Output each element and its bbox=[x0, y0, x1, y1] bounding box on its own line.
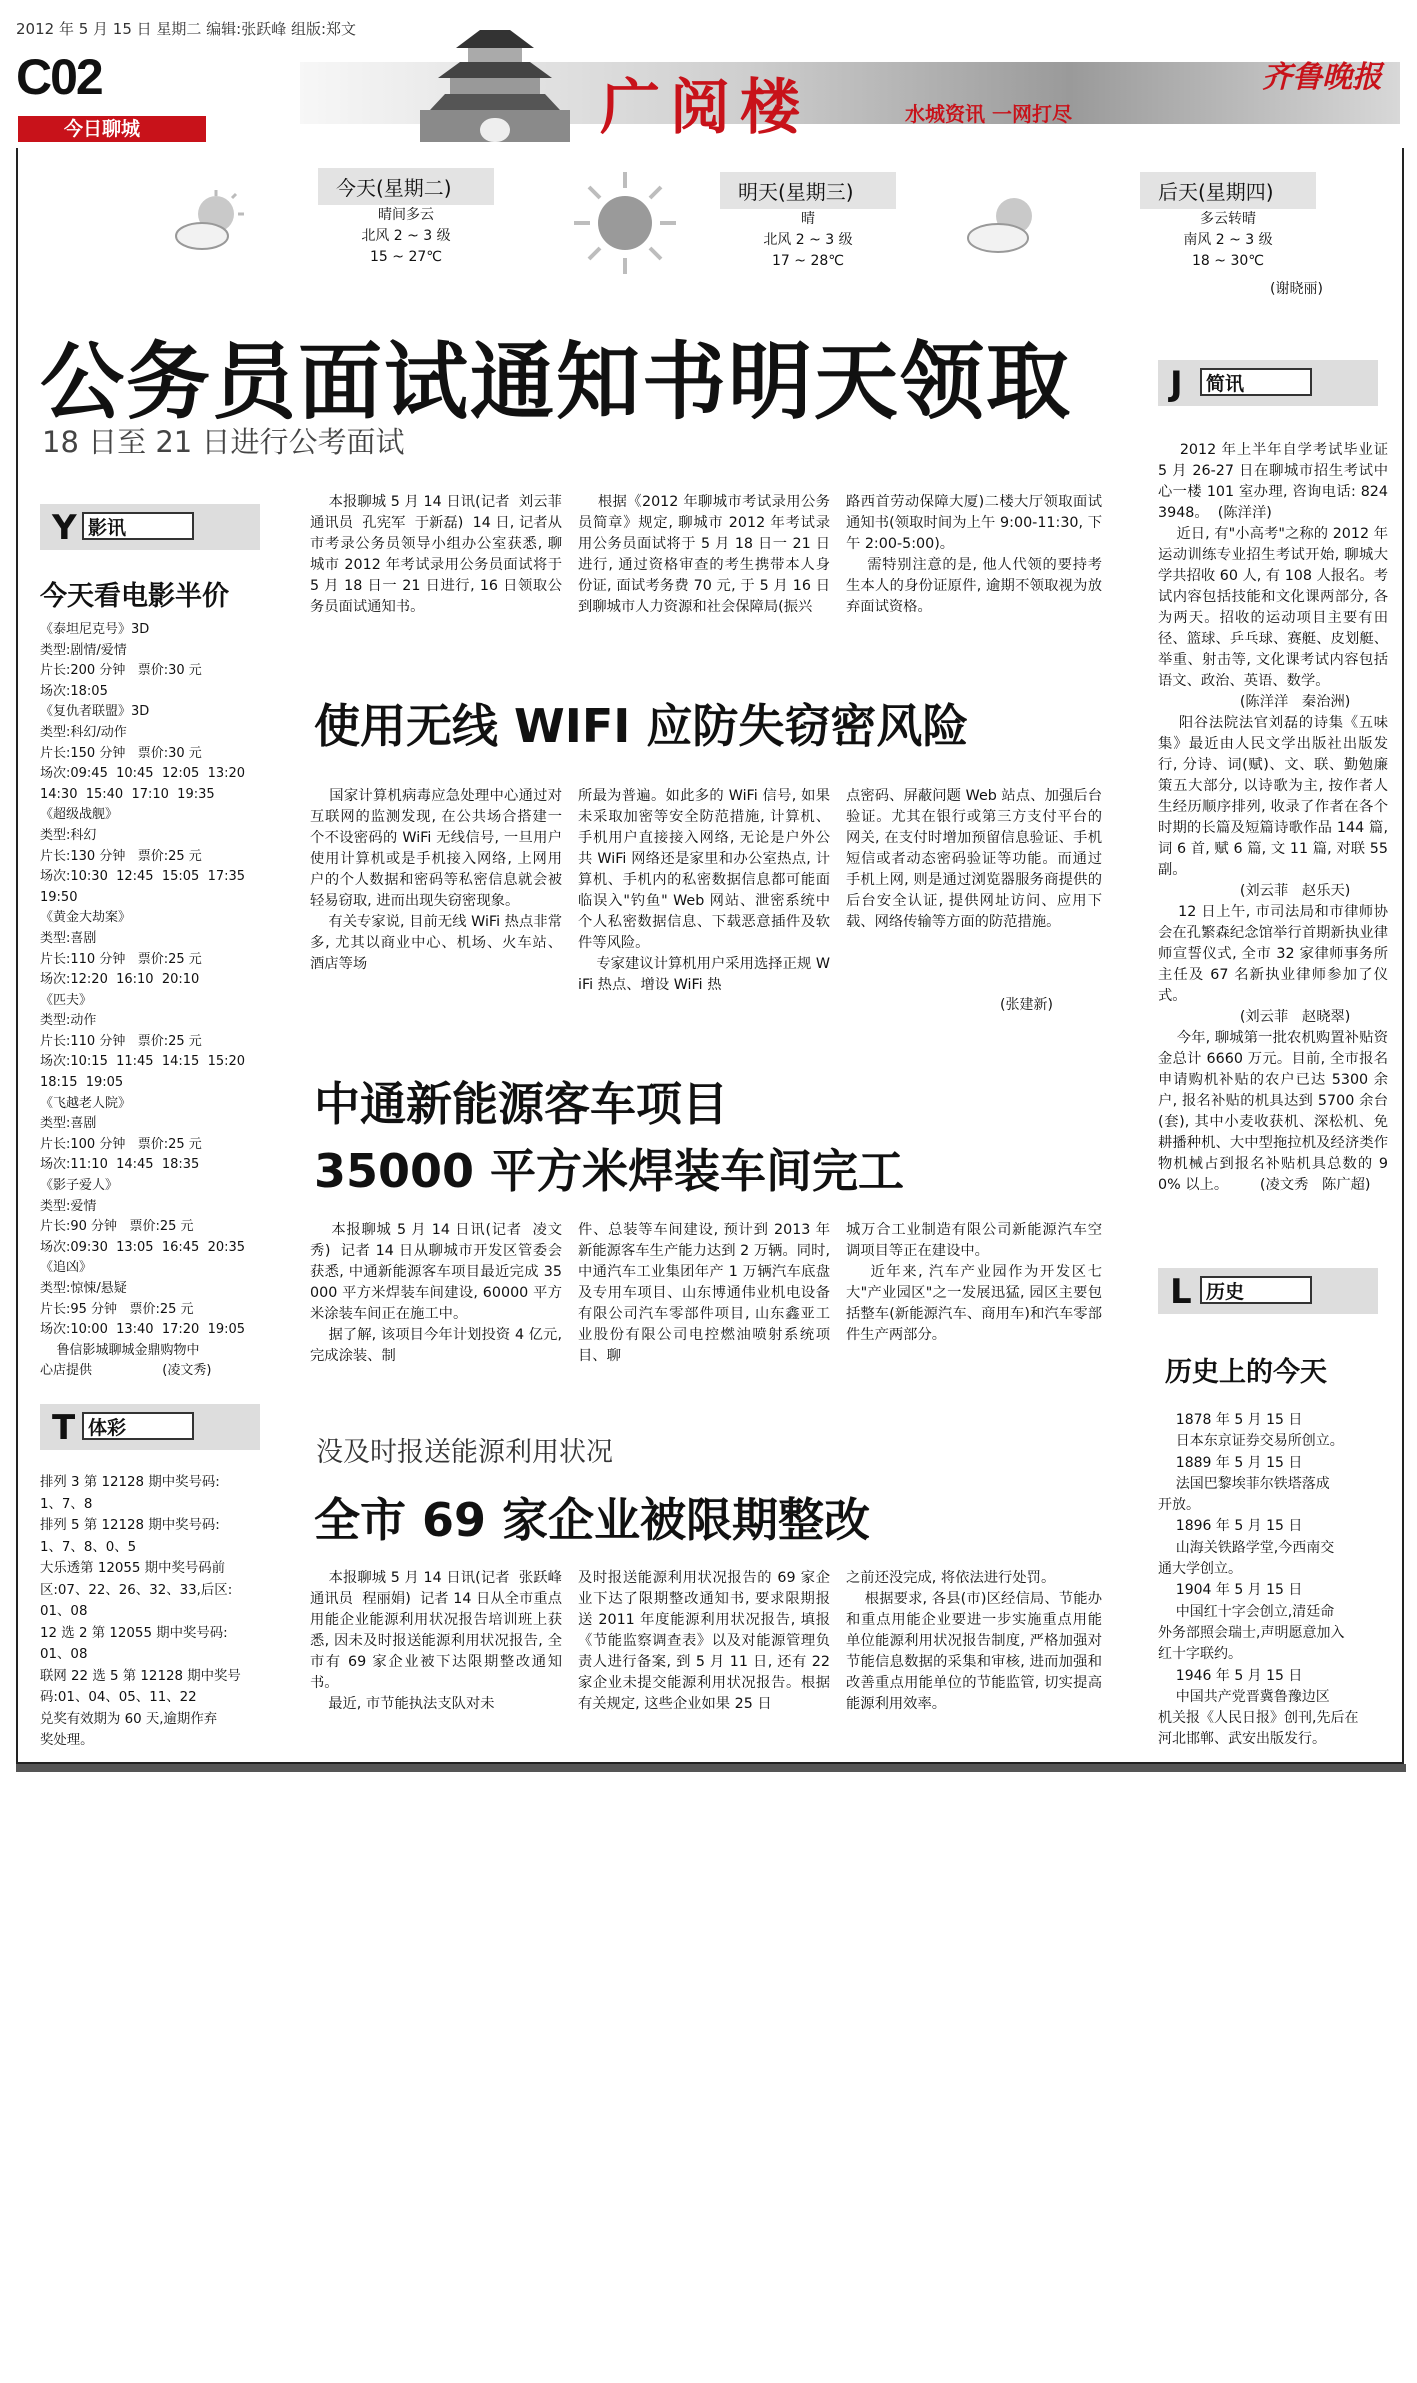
energy-kicker: 没及时报送能源利用状况 bbox=[316, 1437, 613, 1468]
bus-headline-line-1: 中通新能源客车项目 bbox=[314, 1077, 728, 1131]
lead-subhead: 18 日至 21 日进行公考面试 bbox=[42, 425, 405, 459]
history-tag-letter: L bbox=[1170, 1272, 1192, 1312]
bus-col-2: 件、总装等车间建设, 预计到 2013 年新能源客车生产能力达到 2 万辆。同时, 中通汽车工业集团年产 1 万辆汽车底盘及专用车项目、山东博通伟业机电设备有限公司汽车零部件项目, 山东鑫亚工业股份有限公司电控燃油喷射系统项目、聊 bbox=[578, 1222, 835, 1364]
wifi-col-3: 点密码、屏蔽问题 Web 站点、加强后台验证。尤其在银行或第三方支付平台的网关, 在支付时增加预留信息验证、手机短信或者动态密码验证等功能。而通过手机上网, 则是通过浏览器服务商提供的后台安全认证, 提供网址访问、应用下载、网络传输等方面的防范措施。 bbox=[846, 788, 1102, 930]
sun-icon bbox=[570, 168, 680, 278]
energy-col-3: 之前还没完成, 将依法进行处罚。 根据要求, 各县(市)区经信局、节能办和重点用能企业要进一步实施重点用能单位能源利用状况报告制度, 严格加强对节能信息数据的采集和审核, 进而加强和改善重点用能单位的节能监管, 切实提高能源利用效率。 bbox=[846, 1570, 1102, 1712]
bus-col-1: 本报聊城 5 月 14 日讯(记者 凌文秀) 记者 14 日从聊城市开发区管委会获悉, 中通新能源客车项目最近完成 35000 平方米焊装车间建设, 60000 平方米涂装车间正在施工中。 据了解, 该项目今年计划投资 4 亿元, 完成涂装、制 bbox=[310, 1222, 562, 1364]
lead-col-1: 本报聊城 5 月 14 日讯(记者 刘云菲 通讯员 孔宪军 于新磊) 14 日, 记者从市考录公务员领导小组办公室获悉, 聊城市 2012 年考试录用公务员面试将于 5 月 18 日一 21 日进行, 16 日领取公务员面试通知书。 bbox=[310, 494, 572, 615]
film-section-tag bbox=[40, 504, 260, 550]
history-tag-label: 历史 bbox=[1200, 1276, 1312, 1304]
weather-wind: 南风 2 ~ 3 级 bbox=[1183, 232, 1273, 248]
film-tag-label: 影讯 bbox=[82, 512, 194, 540]
partly-cloudy-icon bbox=[960, 190, 1050, 260]
weather-day-after bbox=[1140, 172, 1316, 272]
wifi-col-1: 国家计算机病毒应急处理中心通过对互联网的监测发现, 在公共场合搭建一个不设密码的 WiFi 无线信号, 一旦用户使用计算机或是手机接入网络, 上网用户的个人数据和密码等私密信息就会被轻易窃取, 进而出现失窃密现象。 有关专家说, 目前无线 WiFi 热点非常多, 尤其以商业中心、机场、火车站、酒店等场 bbox=[310, 788, 562, 972]
drum-tower-icon bbox=[410, 18, 580, 142]
brief-tag-letter: J bbox=[1170, 364, 1183, 404]
film-title: 今天看电影半价 bbox=[40, 581, 229, 612]
lottery-tag-letter: T bbox=[52, 1408, 76, 1448]
lottery-tag-label: 体彩 bbox=[82, 1412, 194, 1440]
weather-wind: 北风 2 ~ 3 级 bbox=[361, 228, 451, 244]
weather-credit: (谢晓丽) bbox=[1270, 281, 1323, 297]
brief-text: 2012 年上半年自学考试毕业证 5 月 26-27 日在聊城市招生考试中心一楼 101 室办理, 咨询电话: 8243948。 (陈洋洋) 近日, 有"小高考"之称的 2012 年运动训练专业招生考试开始, 聊城大学共招收 60 人, 有 108 人报名。考试内容包括技能和文化课两部分, 各为两天。招收的运动项目主要有田径、篮球、乒乓球、赛艇、皮划艇、举重、射击等, 文化课考试内容包括语文、政治、英语、数学。 (陈洋洋 秦治洲) 阳谷法院法官刘磊的诗集《五味集》最近由人民文学出版社出版发行, 分诗、词(赋)、文、联、勤勉廉策五大部分, 以诗歌为主, 按作者人生经历顺序排列, 收录了作者在各个时期的长篇及短篇诗歌作品 144 篇, 词 6 首, 赋 6 篇, 文 11 篇, 对联 55 副。 (刘云菲 赵乐天) 12 日上午, 市司法局和市律师协会在孔繁森纪念馆举行首期新执业律师宣誓仪式, 全市 32 家律师事务所主任及 67 名新执业律师参加了仪式。 (刘云菲 赵晓翠) 今年, 聊城第一批农机购置补贴资金总计 6660 万元。目前, 全市报名申请购机补贴的农户已达 5300 余户, 报名补贴的机具达到 5700 余台(套), 其中小麦收获机、深松机、免耕播种机、大中型拖拉机及经济类作物机械占到报名补贴机具总数的 90% 以上。 (凌文秀 陈广超) bbox=[1158, 442, 1389, 1193]
region-tag: 今日聊城 bbox=[18, 116, 206, 142]
lottery-section-tag bbox=[40, 1404, 260, 1450]
weather-today bbox=[318, 168, 494, 268]
weather-day-label: 今天(星期二) bbox=[318, 168, 494, 205]
bus-headline-line-2: 35000 平方米焊装车间完工 bbox=[314, 1144, 905, 1198]
weather-condition: 多云转晴 bbox=[1200, 211, 1256, 227]
energy-col-2: 及时报送能源利用状况报告的 69 家企业下达了限期整改通知书, 要求限期报送 2011 年度能源利用状况报告, 填报《节能监察调查表》以及对能源管理负责人进行备案, 到 5 月 11 日, 还有 22 家企业未提交能源利用状况报告。根据有关规定, 这些企业如果 25 日 bbox=[578, 1570, 835, 1712]
weather-temp: 18 ~ 30℃ bbox=[1192, 253, 1264, 269]
weather-day-label: 后天(星期四) bbox=[1140, 172, 1316, 209]
lead-col-3: 路西首劳动保障大厦)二楼大厅领取面试通知书(领取时间为上午 9:00-11:30, 下午 2:00-5:00)。 需特别注意的是, 他人代领的要持考生本人的身份证原件, 逾期不领取视为放弃面试资格。 bbox=[846, 494, 1102, 615]
weather-condition: 晴 bbox=[801, 211, 815, 227]
wifi-headline: 使用无线 WIFI 应防失窃密风险 bbox=[314, 699, 969, 753]
history-title: 历史上的今天 bbox=[1165, 1357, 1327, 1388]
partly-cloudy-icon bbox=[170, 188, 250, 258]
weather-tomorrow bbox=[720, 172, 896, 272]
section-title: 广阅楼 bbox=[600, 73, 810, 143]
bus-col-3: 城万合工业制造有限公司新能源汽车空调项目等正在建设中。 近年来, 汽车产业园作为开发区七大"产业园区"之一发展迅猛, 园区主要包括整车(新能源汽车、商用车)和汽车零部件生产两部分。 bbox=[846, 1222, 1102, 1343]
lead-headline: 公务员面试通知书明天领取 bbox=[40, 333, 1073, 431]
history-list: 1878 年 5 月 15 日 日本东京证券交易所创立。 1889 年 5 月 15 日 法国巴黎埃菲尔铁塔落成 开放。 1896 年 5 月 15 日 山海关铁路学堂,今西南交 通大学创立。 1904 年 5 月 15 日 中国红十字会创立,清廷命 外务部照会瑞士,声明愿意加入 红十字联约。 1946 年 5 月 15 日 中国共产党晋冀鲁豫边区 机关报《人民日报》创刊,先后在 河北邯郸、武安出版发行。 bbox=[1158, 1412, 1359, 1748]
film-listing: 《泰坦尼克号》3D 类型:剧情/爱情 片长:200 分钟 票价:30 元 场次:18:05 《复仇者联盟》3D 类型:科幻/动作 片长:150 分钟 票价:30 元 场次:09:45 10:45 12:05 13:20 14:30 15:40 17:10 19:35 《超级战舰》 类型:科幻 片长:130 分钟 票价:25 元 场次:10:30 12:45 15:05 17:35 19:50 《黄金大劫案》 类型:喜剧 片长:110 分钟 票价:25 元 场次:12:20 16:10 20:10 《匹夫》 类型:动作 片长:110 分钟 票价:25 元 场次:10:15 11:45 14:15 15:20 18:15 19:05 《飞越老人院》 类型:喜剧 片长:100 分钟 票价:25 元 场次:11:10 14:45 18:35 《影子爱人》 类型:爱情 片长:90 分钟 票价:25 元 场次:09:30 13:05 16:45 20:35 《追凶》 类型:惊悚/悬疑 片长:95 分钟 票价:25 元 场次:10:00 13:40 17:20 19:05 鲁信影城聊城金鼎购物中 心店提供 (凌文秀) bbox=[40, 622, 246, 1379]
lead-col-2: 根据《2012 年聊城市考试录用公务员简章》规定, 聊城市 2012 年考试录用公务员面试将于 5 月 18 日一 21 日进行, 通过资格审查的考生携带本人身份证, 面试考务费 70 元, 于 5 月 16 日到聊城市人力资源和社会保障局(振兴 bbox=[578, 494, 830, 615]
lottery-results: 排列 3 第 12128 期中奖号码: 1、7、8 排列 5 第 12128 期中奖号码: 1、7、8、0、5 大乐透第 12055 期中奖号码前 区:07、22、26、32、33,后区: 01、08 12 选 2 第 12055 期中奖号码: 01、08 联网 22 选 5 第 12128 期中奖号 码:01、04、05、11、22 兑奖有效期为 60 天,逾期作弃 奖处理。 bbox=[40, 1475, 241, 1748]
section-subtitle: 水城资讯 一网打尽 bbox=[905, 102, 1072, 126]
bottom-rule bbox=[16, 1764, 1406, 1772]
energy-headline: 全市 69 家企业被限期整改 bbox=[314, 1493, 871, 1547]
weather-day-label: 明天(星期三) bbox=[720, 172, 896, 209]
weather-temp: 15 ~ 27℃ bbox=[370, 249, 442, 265]
date-editor-line: 2012 年 5 月 15 日 星期二 编辑:张跃峰 组版:郑文 bbox=[16, 20, 357, 38]
brief-section-tag bbox=[1158, 360, 1378, 406]
weather-wind: 北风 2 ~ 3 级 bbox=[763, 232, 853, 248]
wifi-col-2: 所最为普遍。如此多的 WiFi 信号, 如果未采取加密等安全防范措施, 计算机、手机用户直接接入网络, 无论是户外公共 WiFi 网络还是家里和办公室热点, 计算机、手机内的私密数据信息都可能面临误入"钓鱼" Web 网站、泄密系统中个人私密数据信息、下载恶意插件及软件等风险。 专家建议计算机用户采用选择正规 WiFi 热点、增设 WiFi 热 bbox=[578, 788, 830, 993]
newspaper-brand: 齐鲁晚报 bbox=[1262, 60, 1382, 95]
energy-col-1: 本报聊城 5 月 14 日讯(记者 张跃峰 通讯员 程丽娟) 记者 14 日从全市重点用能企业能源利用状况报告培训班上获悉, 因未及时报送能源利用状况报告, 全市有 69 家企业被下达限期整改通知书。 最近, 市节能执法支队对未 bbox=[310, 1570, 562, 1712]
brief-tag-label: 简讯 bbox=[1200, 368, 1312, 396]
weather-temp: 17 ~ 28℃ bbox=[772, 253, 844, 269]
weather-condition: 晴间多云 bbox=[378, 207, 434, 223]
wifi-credit: (张建新) bbox=[1000, 997, 1053, 1013]
page-code: C02 bbox=[16, 49, 102, 105]
film-tag-letter: Y bbox=[52, 508, 77, 548]
history-section-tag bbox=[1158, 1268, 1378, 1314]
